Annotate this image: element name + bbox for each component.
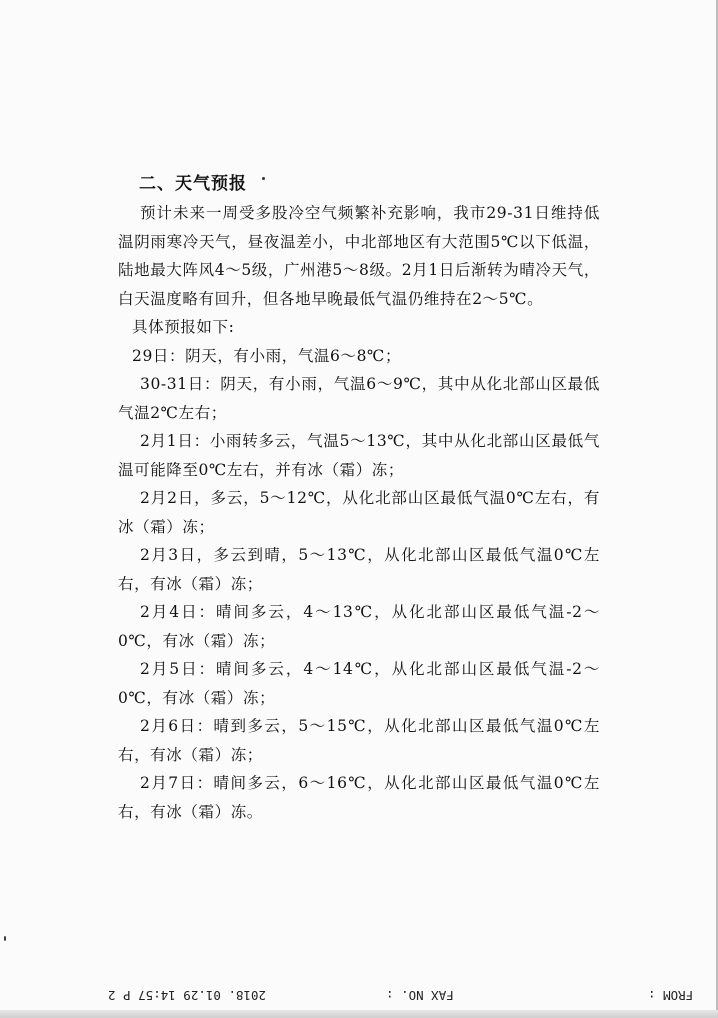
forecast-day-feb4: 2月4日：晴间多云，4～13℃，从化北部山区最低气温-2～0℃，有冰（霜）冻； xyxy=(118,603,600,650)
forecast-day-29: 29日：阴天，有小雨，气温6～8℃； xyxy=(132,346,402,365)
document-body xyxy=(118,170,600,826)
forecast-day-feb2: 2月2日，多云，5～12℃，从化北部山区最低气温0℃左右，有冰（霜）冻； xyxy=(118,489,600,536)
section-heading: 二、天气预报 xyxy=(139,174,247,194)
forecast-day-30-31: 30-31日：阴天，有小雨，气温6～9℃，其中从化北部山区最低气温2℃左右； xyxy=(118,375,600,422)
fax-speck xyxy=(4,936,6,941)
forecast-day-feb7: 2月7日：晴间多云，6～16℃，从化北部山区最低气温0℃左右，有冰（霜）冻。 xyxy=(118,774,600,821)
page-edge-bottom xyxy=(0,1010,718,1018)
forecast-day-feb5: 2月5日：晴间多云，4～14℃，从化北部山区最低气温-2～0℃，有冰（霜）冻； xyxy=(118,660,600,707)
fax-from-label: FROM : xyxy=(648,988,694,1003)
intro-paragraph: 预计未来一周受多股冷空气频繁补充影响，我市29-31日维持低温阴雨寒冷天气，昼夜温差小，中北部地区有大范围5℃以下低温，陆地最大阵风4～5级，广州港5～8级。2月1日后渐转为晴冷天气，白天温度略有回升，但各地早晚最低气温仍维持在2～5℃。 xyxy=(118,204,600,308)
forecast-day-feb6: 2月6日：晴到多云，5～15℃，从化北部山区最低气温0℃左右，有冰（霜）冻； xyxy=(118,717,600,764)
forecast-day-feb3: 2月3日，多云到晴，5～13℃，从化北部山区最低气温0℃左右，有冰（霜）冻； xyxy=(118,546,600,593)
forecast-label: 具体预报如下: xyxy=(132,318,235,336)
fax-timestamp: 2018. 01.29 14:57 P 2 xyxy=(108,988,267,1003)
forecast-day-feb1: 2月1日：小雨转多云，气温5～13℃，其中从化北部山区最低气温可能降至0℃左右，并有冰（霜）冻； xyxy=(118,432,600,479)
fax-number-label: FAX NO. : xyxy=(386,988,454,1003)
